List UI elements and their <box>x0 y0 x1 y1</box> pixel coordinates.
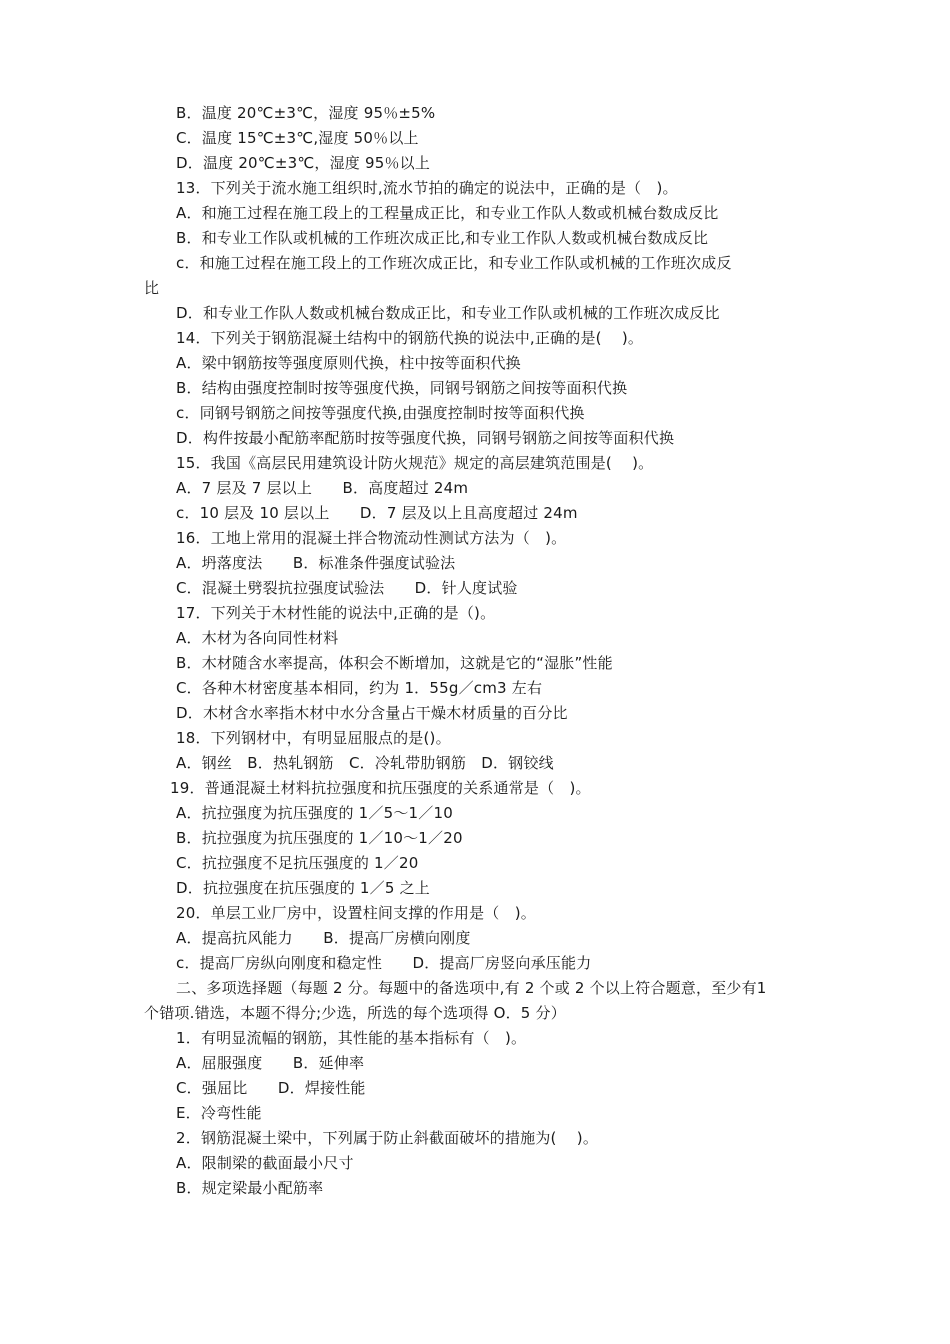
text-line: A．抗拉强度为抗压强度的 1／5～1／10 <box>176 804 453 822</box>
text-line: A．限制梁的截面最小尺寸 <box>176 1154 354 1172</box>
text-line: 20．单层工业厂房中，设置柱间支撑的作用是（ )。 <box>176 904 536 922</box>
text-line: C．强屈比 D．焊接性能 <box>176 1079 366 1097</box>
text-line: A．和施工过程在施工段上的工程量成正比，和专业工作队人数或机械台数成反比 <box>176 204 719 222</box>
text-line: A．坍落度法 B．标准条件强度试验法 <box>176 554 456 572</box>
text-line: A．梁中钢筋按等强度原则代换，柱中按等面积代换 <box>176 354 521 372</box>
text-line: C．抗拉强度不足抗压强度的 1／20 <box>176 854 419 872</box>
text-line: A．木材为各向同性材料 <box>176 629 339 647</box>
text-line: 14．下列关于钢筋混凝土结构中的钢筋代换的说法中,正确的是( )。 <box>176 329 644 347</box>
text-line: 18．下列钢材中，有明显屈服点的是()。 <box>176 729 451 747</box>
text-line: D．和专业工作队人数或机械台数成正比，和专业工作队或机械的工作班次成反比 <box>176 304 720 322</box>
text-line: C．温度 15℃±3℃,湿度 50％以上 <box>176 129 419 147</box>
text-line: 16．工地上常用的混凝土拌合物流动性测试方法为（ )。 <box>176 529 567 547</box>
text-line: c．和施工过程在施工段上的工作班次成正比，和专业工作队或机械的工作班次成反 <box>176 254 732 272</box>
text-line: E．冷弯性能 <box>176 1104 262 1122</box>
text-line: 2．钢筋混凝土梁中，下列属于防止斜截面破坏的措施为( )。 <box>176 1129 599 1147</box>
text-line: D．温度 20℃±3℃，湿度 95％以上 <box>176 154 431 172</box>
text-line: B．结构由强度控制时按等强度代换，同钢号钢筋之间按等面积代换 <box>176 379 628 397</box>
text-line: D．构件按最小配筋率配筋时按等强度代换，同钢号钢筋之间按等面积代换 <box>176 429 675 447</box>
text-line: B．温度 20℃±3℃，湿度 95％±5% <box>176 104 436 122</box>
text-line: D．抗拉强度在抗压强度的 1／5 之上 <box>176 879 430 897</box>
text-line: C．各种木材密度基本相同，约为 1．55g／cm3 左右 <box>176 679 543 697</box>
text-line: 比 <box>144 279 160 297</box>
text-line: 17．下列关于木材性能的说法中,正确的是（)。 <box>176 604 496 622</box>
text-line: B．木材随含水率提高，体积会不断增加，这就是它的“湿胀”性能 <box>176 654 613 672</box>
text-line: A．钢丝 B．热轧钢筋 C．冷轧带肋钢筋 D．钢铰线 <box>176 754 554 772</box>
text-line: A．屈服强度 B．延伸率 <box>176 1054 365 1072</box>
text-line: A．提高抗风能力 B．提高厂房横向刚度 <box>176 929 471 947</box>
text-line: c．10 层及 10 层以上 D．7 层及以上且高度超过 24m <box>176 504 578 522</box>
text-line: c．同钢号钢筋之间按等强度代换,由强度控制时按等面积代换 <box>176 404 585 422</box>
text-line: B．抗拉强度为抗压强度的 1／10～1／20 <box>176 829 463 847</box>
text-line: c．提高厂房纵向刚度和稳定性 D．提高厂房竖向承压能力 <box>176 954 592 972</box>
text-line: 15．我国《高层民用建筑设计防火规范》规定的高层建筑范围是( )。 <box>176 454 654 472</box>
text-line: A．7 层及 7 层以上 B．高度超过 24m <box>176 479 469 497</box>
text-line: 13．下列关于流水施工组织时,流水节拍的确定的说法中，正确的是（ )。 <box>176 179 678 197</box>
text-line: B．和专业工作队或机械的工作班次成正比,和专业工作队人数或机械台数成反比 <box>176 229 709 247</box>
text-line: 个错项.错选，本题不得分;少选，所选的每个选项得 O．5 分） <box>144 1004 566 1022</box>
text-line: C．混凝土劈裂抗拉强度试验法 D．针人度试验 <box>176 579 518 597</box>
text-line: B．规定梁最小配筋率 <box>176 1179 324 1197</box>
text-line: D．木材含水率指木材中水分含量占干燥木材质量的百分比 <box>176 704 568 722</box>
text-line: 二、多项选择题（每题 2 分。每题中的备选项中,有 2 个或 2 个以上符合题意，至少有1 <box>176 979 767 997</box>
text-line: 1．有明显流幅的钢筋，其性能的基本指标有（ )。 <box>176 1029 527 1047</box>
text-line: 19．普通混凝土材料抗拉强度和抗压强度的关系通常是（ )。 <box>170 779 591 797</box>
